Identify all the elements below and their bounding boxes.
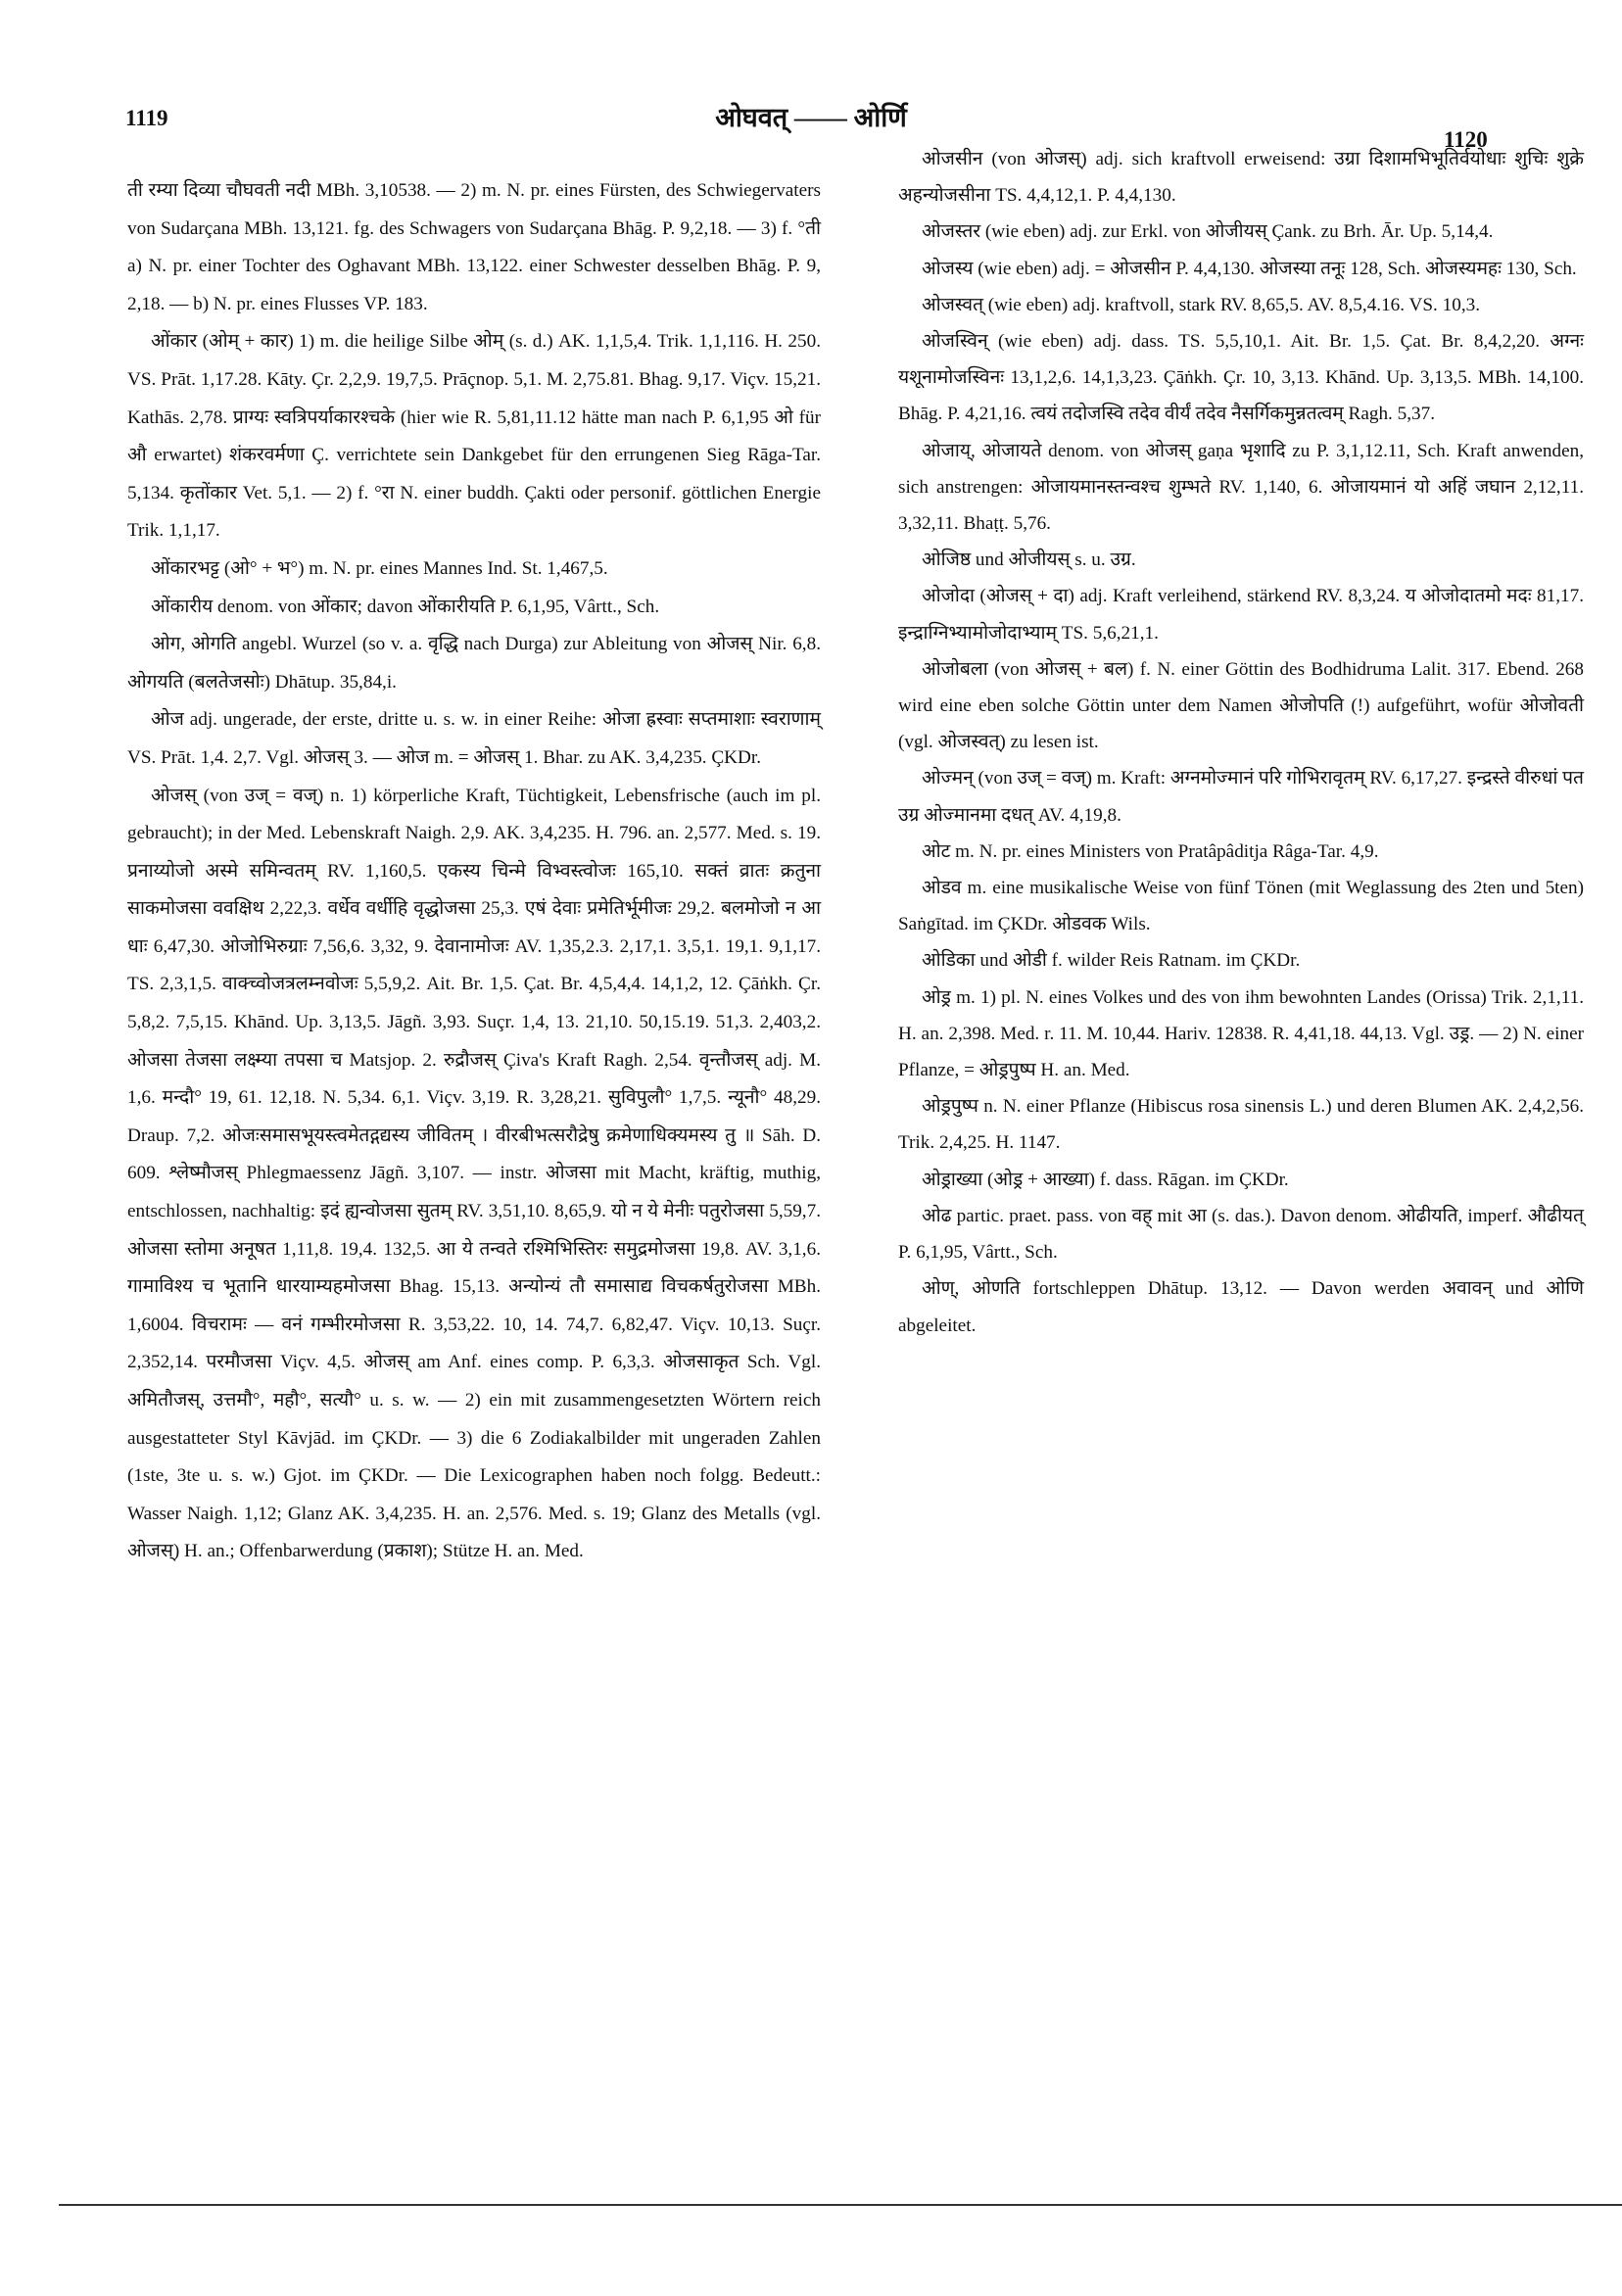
- entry: ओग, ओगति angebl. Wurzel (so v. a. वृद्धि nach Durga) zur Ableitung von ओजस् Nir. 6,8. ओगयति (बलतेजसोः) Dhātup. 35,84,i.: [127, 634, 821, 693]
- running-head: ओघवत् —— ओर्णि: [715, 103, 907, 132]
- entry: ओट m. N. pr. eines Ministers von Pratâpâditja Râga-Tar. 4,9.: [922, 840, 1379, 862]
- entry: ओड्राख्या (ओड्र + आख्या) f. dass. Rāgan. im ÇKDr.: [922, 1169, 1289, 1190]
- entry: ओजस्वत् (wie eben) adj. kraftvoll, stark RV. 8,65,5. AV. 8,5,4.16. VS. 10,3.: [922, 294, 1481, 315]
- entry: ओजस्विन् (wie eben) adj. dass. TS. 5,5,10,1. Ait. Br. 1,5. Çat. Br. 8,4,2,20. अग्नः यशूनामोजस्विनः 13,1,2,6. 14,1,3,23. Çāṅkh. Çr. 10, 3,13. Khānd. Up. 3,13,5. MBh. 14,100. Bhāg. P. 4,21,16. त्वयं तदोजस्वि तदेव वीर्यं तदेव नैसर्गिकमुन्नतत्वम् Ragh. 5,37.: [898, 331, 1584, 425]
- entry: ओंकारीय denom. von ओंकार; davon ओंकारीयति P. 6,1,95, Vârtt., Sch.: [151, 596, 660, 617]
- entry: ओण्, ओणति fortschleppen Dhātup. 13,12. — Davon werden अवावन् und ओणि abgeleitet.: [898, 1278, 1584, 1336]
- right-column: [898, 141, 1584, 1344]
- entry: ओजिष्ठ und ओजीयस् s. u. उग्र.: [922, 550, 1136, 571]
- entry: ओजोबला (von ओजस् + बल) f. N. einer Göttin des Bodhidruma Lalit. 317. Ebend. 268 wird eine eben solche Göttin unter dem Namen ओजोपति (!) aufgeführt, wofür ओजोवती (vgl. ओजस्वत्) zu lesen ist.: [898, 658, 1584, 753]
- entry: ओंकारभट्ट (ओ° + भ°) m. N. pr. eines Mannes Ind. St. 1,467,5.: [151, 557, 608, 579]
- entry: ओज्मन् (von उज् = वज्) m. Kraft: अग्नमोज्मानं परि गोभिरावृतम् RV. 6,17,27. इन्द्रस्ते वीरुधां पत उग्र ओज्मानमा दधत् AV. 4,19,8.: [898, 768, 1584, 826]
- entry: ओजस्य (wie eben) adj. = ओजसीन P. 4,4,130. ओजस्या तनूः 128, Sch. ओजस्यमहः 130, Sch.: [922, 258, 1577, 279]
- entry: ओजाय्, ओजायते denom. von ओजस् gaṇa भृशादि zu P. 3,1,12.11, Sch. Kraft anwenden, sich anstrengen: ओजायमानस्तन्वश्च शुम्भते RV. 1,140, 6. ओजायमानं यो अहिं जघान 2,12,11. 3,32,11. Bhaṭṭ. 5,76.: [898, 440, 1584, 535]
- left-column: [127, 172, 821, 1571]
- entry: ओंकार (ओम् + कार) 1) m. die heilige Silbe ओम् (s. d.) AK. 1,1,5,4. Trik. 1,1,116. H. 250. VS. Prāt. 1,17.28. Kāty. Çr. 2,2,9. 19,7,5. Prāçnop. 5,1. M. 2,75.81. Bhag. 9,17. Viçv. 15,21. Kathās. 2,78. प्राग्यः स्वत्रिपर्याकारश्चके (hier wie R. 5,81,11.12 hätte man nach P. 6,1,95 ओ für औ erwartet) शंकरवर्मणा Ç. verrichtete sein Dankgebet für den errungenen Sieg Rāga-Tar. 5,134. कृतोंकार Vet. 5,1. — 2) f. °रा N. einer buddh. Çakti oder personif. göttlichen Energie Trik. 1,1,17.: [127, 331, 821, 542]
- entry: ओड्रपुष्प n. N. einer Pflanze (Hibiscus rosa sinensis L.) und deren Blumen AK. 2,4,2,56. Trik. 2,4,25. H. 1147.: [898, 1096, 1584, 1154]
- entry: ओजस् (von उज् = वज्) n. 1) körperliche Kraft, Tüchtigkeit, Lebensfrische (auch im pl. gebraucht); in der Med. Lebenskraft Naigh. 2,9. AK. 3,4,235. H. 796. an. 2,577. Med. s. 19. प्रनाय्योजो अस्मे समिन्वतम् RV. 1,160,5. एकस्य चिन्मे विभ्वस्त्वोजः 165,10. सक्तं व्रातः क्रतुना साकमोजसा ववक्षिथ 2,22,3. वर्धेव वर्धीहि वृद्धोजसा 25,3. एषं देवाः प्रमेतिर्भूमीजः 29,2. बलमोजो न आ धाः 6,47,30. ओजोभिरुग्राः 7,56,6. 3,32, 9. देवानामोजः AV. 1,35,2.3. 2,17,1. 3,5,1. 19,1. 9,1,17. TS. 2,3,1,5. वाक्च्वोजत्रलम्नवोजः 5,5,9,2. Ait. Br. 1,5. Çat. Br. 4,5,4,4. 14,1,2, 12. Çāṅkh. Çr. 5,8,2. 7,5,15. Khānd. Up. 3,13,5. Jāgñ. 3,93. Suçr. 1,4, 13. 21,10. 50,15.19. 51,3. 2,403,2. ओजसा तेजसा लक्ष्म्या तपसा च Matsjop. 2. रुद्रौजस् Çiva's Kraft Ragh. 2,54. वृन्तौजस् adj. M. 1,6. मन्दौ° 19, 61. 12,18. N. 5,34. 6,1. Viçv. 3,19. R. 3,28,21. सुविपुलौ° 1,7,5. न्यूनौ° 48,29. Draup. 7,2. ओजःसमासभूयस्त्वमेतद्गद्यस्य जीवितम् । वीरबीभत्सरौद्रेषु क्रमेणाधिक्यमस्य तु ॥ Sāh. D. 609. श्लेष्मौजस् Phlegmaessenz Jāgñ. 3,107. — instr. ओजसा mit Macht, kräftig, muthig, entschlossen, nachhaltig: इदं ह्यन्वोजसा सुतम् RV. 3,51,10. 8,65,9. यो न ये मेनीः पतुरोजसा 5,59,7. ओजसा स्तोमा अनूषत 1,11,8. 19,4. 132,5. आ ये तन्वते रश्मिभिस्तिरः समुद्रमोजसा 19,8. AV. 3,1,6. गामाविश्य च भूतानि धारयाम्यहमोजसा Bhag. 15,13. अन्योन्यं तौ समासाद्य विचकर्षतुरोजसा MBh. 1,6004. विचरामः — वनं गम्भीरमोजसा R. 3,53,22. 10, 14. 74,7. 6,82,47. Viçv. 10,13. Suçr. 2,352,14. परमौजसा Viçv. 4,5. ओजस् am Anf. eines comp. P. 6,3,3. ओजसाकृत Sch. Vgl. अमितौजस्, उत्तमौ°, महौ°, सत्यौ° u. s. w. — 2) ein mit zusammengesetzten Wörtern reich ausgestatteter Styl Kāvjād. im ÇKDr. — 3) die 6 Zodiakalbilder mit ungeraden Zahlen (1ste, 3te u. s. w.) Gjot. im ÇKDr. — Die Lexicographen haben noch folgg. Bedeutt.: Wasser Naigh. 1,12; Glanz AK. 3,4,235. H. an. 2,576. Med. s. 19; Glanz des Metalls (vgl. ओजस्) H. an.; Offenbarwerdung (प्रकाश); Stütze H. an. Med.: [127, 785, 821, 1562]
- page-number-left: 1119: [125, 106, 168, 130]
- entry: ओढ partic. praet. pass. von वह् mit आ (s. das.). Davon denom. ओढीयति, imperf. औढीयत् P. 6,1,95, Vârtt., Sch.: [898, 1205, 1584, 1264]
- entry: ओड्र m. 1) pl. N. eines Volkes und des von ihm bewohnten Landes (Orissa) Trik. 2,1,11. H. an. 2,398. Med. r. 11. M. 10,44. Hariv. 12838. R. 4,41,18. 44,13. Vgl. उड्र. — 2) N. einer Pflanze, = ओड्रपुष्प H. an. Med.: [898, 986, 1584, 1081]
- bottom-rule: [59, 2204, 1622, 2206]
- entry: ओजस्तर (wie eben) adj. zur Erkl. von ओजीयस् Çank. zu Brh. Ār. Up. 5,14,4.: [922, 221, 1494, 243]
- entry: ती रम्या दिव्या चौघवती नदी MBh. 3,10538. — 2) m. N. pr. eines Fürsten, des Schwiegervaters von Sudarçana MBh. 13,121. fg. des Schwagers von Sudarçana Bhāg. P. 9,2,18. — 3) f. °ती a) N. pr. einer Tochter des Oghavant MBh. 13,122. einer Schwester desselben Bhāg. P. 9, 2,18. — b) N. pr. eines Flusses VP. 183.: [127, 180, 821, 314]
- page-number-right: 1120: [1444, 127, 1488, 152]
- entry: ओज adj. ungerade, der erste, dritte u. s. w. in einer Reihe: ओजा ह्रस्वाः सप्तमाशाः स्वराणाम् VS. Prāt. 1,4. 2,7. Vgl. ओजस् 3. — ओज m. = ओजस् 1. Bhar. zu AK. 3,4,235. ÇKDr.: [127, 709, 821, 768]
- entry: ओजोदा (ओजस् + दा) adj. Kraft verleihend, stärkend RV. 8,3,24. य ओजोदातमो मदः 81,17. इन्द्राग्निभ्यामोजोदाभ्याम् TS. 5,6,21,1.: [898, 586, 1584, 644]
- entry: ओडव m. eine musikalische Weise von fünf Tönen (mit Weglassung des 2ten und 5ten) Saṅgītad. im ÇKDr. ओडवक Wils.: [898, 878, 1584, 935]
- entry: ओजसीन (von ओजस्) adj. sich kraftvoll erweisend: उग्रा दिशामभिभूतिर्वयोधाः शुचिः शुक्रे अहन्योजसीना TS. 4,4,12,1. P. 4,4,130.: [898, 149, 1584, 207]
- entry: ओडिका und ओडी f. wilder Reis Ratnam. im ÇKDr.: [922, 950, 1301, 972]
